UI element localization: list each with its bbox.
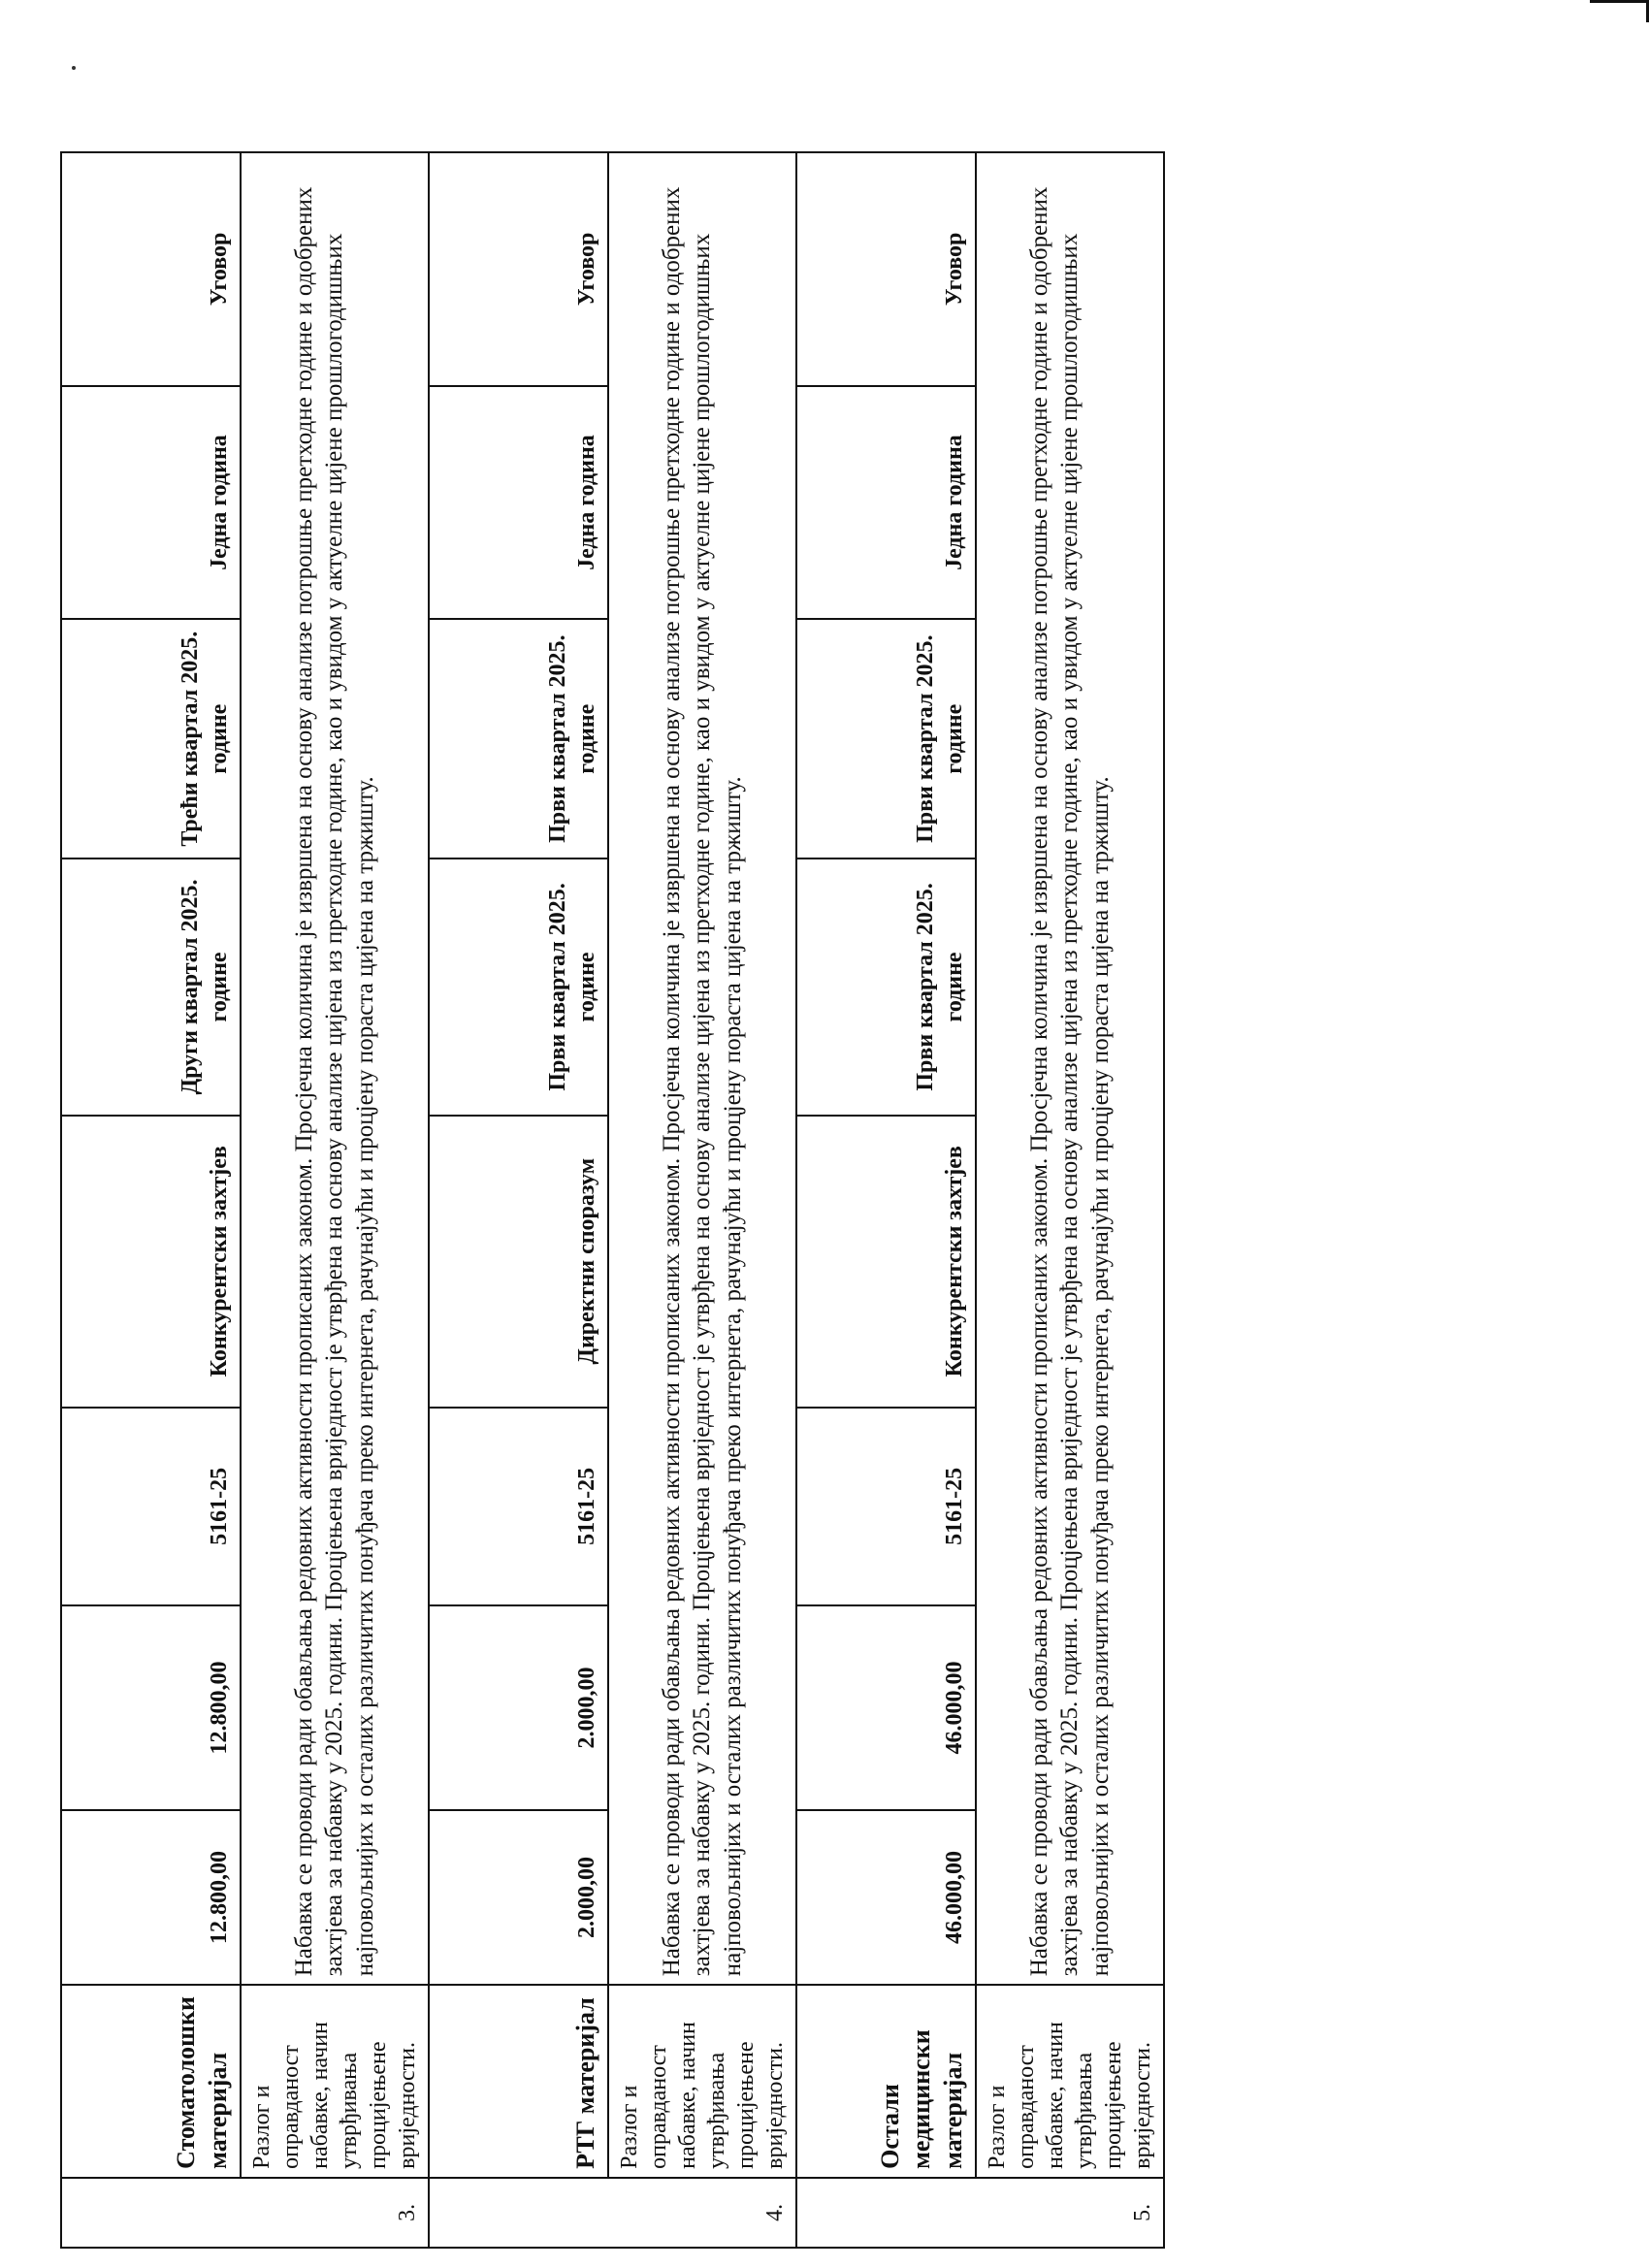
- table-row: [796, 152, 976, 2248]
- table-row: [608, 152, 796, 2248]
- reason-label-cell: Разлог и оправданост набавке, начин утврђивања процијењене вриједности.: [241, 1985, 429, 2178]
- account-cell: 5161-25: [796, 1408, 976, 1606]
- account-cell: 5161-25: [61, 1408, 241, 1606]
- row-number: 4.: [429, 2178, 796, 2248]
- table-row: [429, 152, 608, 2248]
- contract-type-cell: Уговор: [61, 152, 241, 386]
- procurement-table: [60, 151, 1165, 2249]
- reason-label-cell: Разлог и оправданост набавке, начин утврђивања процијењене вриједности.: [976, 1985, 1164, 2178]
- table-row: [241, 152, 429, 2248]
- value-no-vat-cell: 12.800,00: [61, 1810, 241, 1986]
- reason-text-cell: Набавка се проводи ради обављања редовних активности прописаних законом. Просјечна количина је извршена на основу анализе потрошње претходне године и одобрених захтјева за набавку у 2025. години. Процјењена вриједност је утврђена на основу анализе цијена из претходне године, као и увидом у актуелне цијене прошлогодишњих најповољнијих и осталих различитих понуђача преко интернета, рачунајући и процјену пораста цијена на тржишту.: [608, 152, 796, 1985]
- value-no-vat-cell: 2.000,00: [429, 1810, 608, 1986]
- value-no-vat-cell: 46.000,00: [796, 1810, 976, 1986]
- subject-cell: Стоматолошки материјал: [61, 1985, 241, 2178]
- contract-type-cell: Уговор: [796, 152, 976, 386]
- account-cell: 5161-25: [429, 1408, 608, 1606]
- start-cell: Први квартал 2025. године: [429, 859, 608, 1116]
- value-planned-cell: 12.800,00: [61, 1605, 241, 1810]
- end-cell: Први квартал 2025. године: [429, 619, 608, 859]
- subject-cell: РТГ материјал: [429, 1985, 608, 2178]
- duration-cell: Једна година: [61, 386, 241, 620]
- subject-cell: Остали медицински материјал: [796, 1985, 976, 2178]
- row-number: 5.: [796, 2178, 1164, 2248]
- end-cell: Први квартал 2025. године: [796, 619, 976, 859]
- table-row: [61, 152, 241, 2248]
- start-cell: Други квартал 2025. године: [61, 859, 241, 1116]
- end-cell: Трећи квартал 2025. године: [61, 619, 241, 859]
- table-row: [976, 152, 1164, 2248]
- reason-label-cell: Разлог и оправданост набавке, начин утврђивања процијењене вриједности.: [608, 1985, 796, 2178]
- row-number: 3.: [61, 2178, 429, 2248]
- duration-cell: Једна година: [796, 386, 976, 620]
- procedure-cell: Директни споразум: [429, 1116, 608, 1408]
- procedure-cell: Конкурентски захтјев: [61, 1116, 241, 1408]
- contract-type-cell: Уговор: [429, 152, 608, 386]
- start-cell: Први квартал 2025. године: [796, 859, 976, 1116]
- reason-text-cell: Набавка се проводи ради обављања редовних активности прописаних законом. Просјечна количина је извршена на основу анализе потрошње претходне године и одобрених захтјева за набавку у 2025. години. Процјењена вриједност је утврђена на основу анализе цијена из претходне године, као и увидом у актуелне цијене прошлогодишњих најповољнијих и осталих различитих понуђача преко интернета, рачунајући и процјену пораста цијена на тржишту.: [976, 152, 1164, 1985]
- value-planned-cell: 2.000,00: [429, 1605, 608, 1810]
- reason-text-cell: Набавка се проводи ради обављања редовних активности прописаних законом. Просјечна количина је извршена на основу анализе потрошње претходне године и одобрених захтјева за набавку у 2025. години. Процјењена вриједност је утврђена на основу анализе цијена из претходне године, као и увидом у актуелне цијене прошлогодишњих најповољнијих и осталих различитих понуђача преко интернета, рачунајући и процјену пораста цијена на тржишту.: [241, 152, 429, 1985]
- value-planned-cell: 46.000,00: [796, 1605, 976, 1810]
- duration-cell: Једна година: [429, 386, 608, 620]
- procedure-cell: Конкурентски захтјев: [796, 1116, 976, 1408]
